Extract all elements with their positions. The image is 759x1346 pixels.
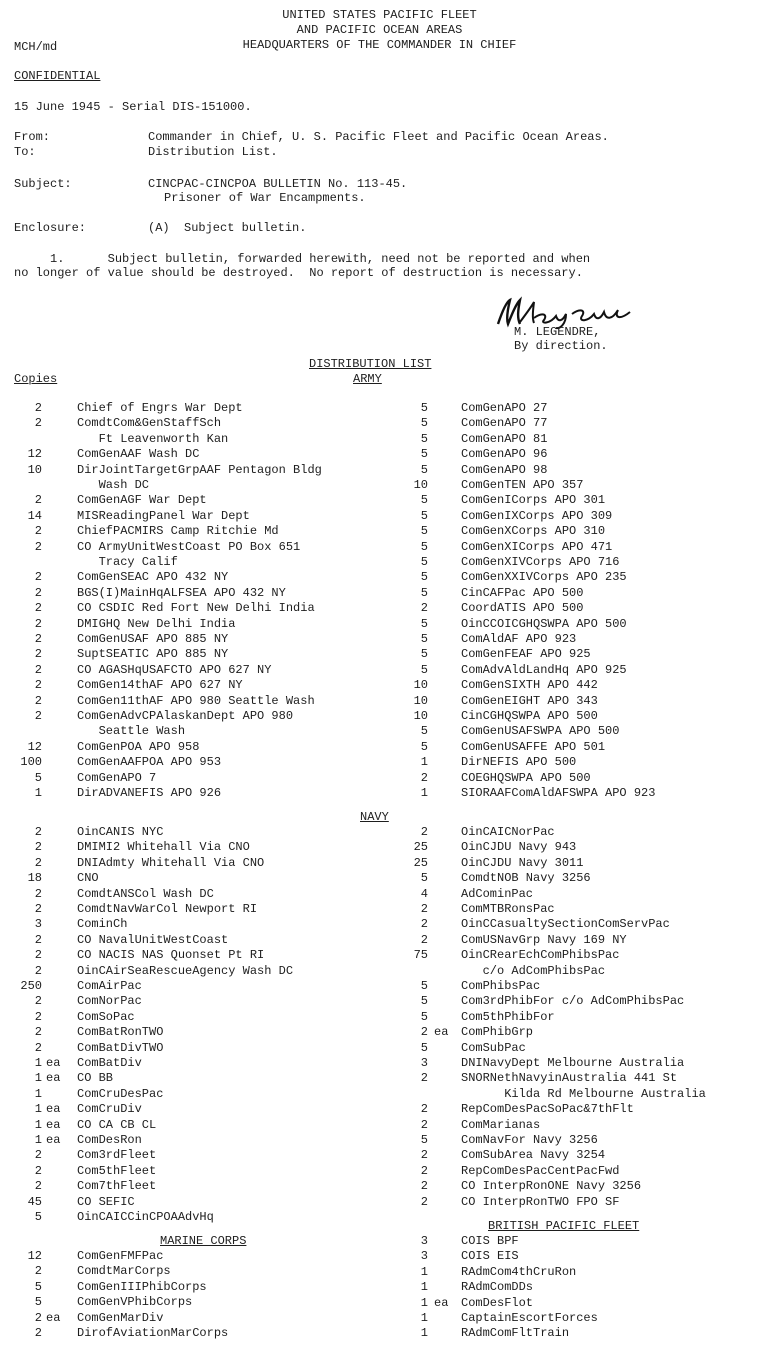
recipient-name: ComSubPac: [461, 1040, 526, 1055]
copy-count: 1: [34, 1102, 42, 1117]
recipient-name: CO BB: [77, 1071, 114, 1086]
copy-count: 10: [413, 678, 428, 693]
recipient-name: CNO: [77, 871, 99, 886]
recipient-name: OinCAirSeaRescueAgency Wash DC: [77, 963, 294, 978]
copy-count: 1: [34, 1117, 42, 1132]
copy-count: 2: [34, 570, 42, 585]
copy-count: 5: [420, 647, 428, 662]
recipient-name: Chief of Engrs War Dept: [77, 401, 243, 415]
copy-count: 2: [34, 493, 42, 508]
recipient-name: ComGenAPO 77: [461, 416, 548, 431]
recipient-name: ComBatDiv: [77, 1056, 142, 1070]
paragraph-line-1: 1. Subject bulletin, forwarded herewith, need not be reported and when: [14, 252, 591, 266]
recipient-name: ComAldAF APO 923: [461, 632, 577, 646]
recipient-name: ComGenAdvCPAlaskanDept APO 980: [77, 709, 294, 723]
recipient-name: CO NavalUnitWestCoast: [77, 932, 229, 947]
header-line-3: HEADQUARTERS OF THE COMMANDER IN CHIEF: [242, 38, 517, 52]
to-value: Distribution List.: [148, 145, 278, 159]
copy-count: 5: [420, 555, 428, 569]
copy-count: 2: [34, 963, 42, 978]
recipient-name: COIS EIS: [461, 1249, 519, 1264]
copy-count: 12: [27, 447, 42, 462]
copy-count: 2: [420, 1071, 428, 1086]
copy-count: 1: [420, 1280, 428, 1295]
recipient-name: DirADVANEFIS APO 926: [77, 786, 222, 800]
signer-name: M. LEGENDRE,: [514, 325, 601, 339]
copy-count: 2: [34, 1163, 42, 1178]
recipient-name: ComGenAPO 7: [77, 770, 157, 785]
recipient-name: OinCJDU Navy 3011: [461, 855, 584, 870]
recipient-name: SIORAAFComAldAFSWPA APO 923: [461, 786, 656, 800]
recipient-name: OinCCOICGHQSWPA APO 500: [461, 616, 627, 631]
recipient-name: ComdtCom&GenStaffSch: [77, 416, 222, 431]
recipient-name: ComGenIIIPhibCorps: [77, 1279, 207, 1294]
copy-count: 25: [413, 855, 428, 870]
recipient-name: OinCAICCinCPOAAdvHq: [77, 1210, 214, 1224]
each-marker: ea: [46, 1133, 61, 1147]
copy-count: 2: [34, 524, 42, 539]
copy-count: 5: [420, 462, 428, 477]
recipient-name: ComGenSIXTH APO 442: [461, 678, 598, 693]
copy-count: 2: [34, 1025, 42, 1040]
copy-count: 2: [34, 932, 42, 947]
section-marine-corps: MARINE CORPS: [160, 1234, 247, 1248]
section-navy: NAVY: [360, 810, 389, 824]
copy-count: 5: [420, 632, 428, 646]
copy-count: 2: [34, 994, 42, 1009]
recipient-name: ComGenXICorps APO 471: [461, 539, 613, 554]
recipient-name: CO NACIS NAS Quonset Pt RI: [77, 948, 265, 963]
recipient-name: Com3rdFleet: [77, 1148, 157, 1163]
recipient-name: CO SEFIC: [77, 1194, 135, 1209]
recipient-name: CominCh: [77, 917, 128, 932]
distribution-title: DISTRIBUTION LIST: [309, 357, 432, 371]
copy-count: 10: [413, 478, 428, 492]
copy-count: 2: [420, 1117, 428, 1132]
recipient-name: Com3rdPhibFor c/o AdComPhibsPac: [461, 994, 685, 1009]
copy-count: 1: [420, 1264, 428, 1279]
copy-count: 2: [34, 709, 42, 723]
copy-count: 14: [27, 508, 42, 523]
recipient-name: ComGenFMFPac: [77, 1249, 164, 1263]
recipient-name: ComDesFlot: [461, 1295, 534, 1310]
copy-count: 2: [34, 825, 42, 839]
copy-count: 3: [420, 1249, 428, 1264]
copy-count: 2: [420, 1179, 428, 1194]
copy-count: 2: [34, 1310, 42, 1325]
recipient-name: CaptainEscortForces: [461, 1311, 598, 1325]
recipient-name: RAdmComFltTrain: [461, 1326, 570, 1341]
recipient-name: ComSubArea Navy 3254: [461, 1148, 606, 1163]
copy-count: 5: [34, 1210, 42, 1224]
copy-count: 5: [420, 539, 428, 554]
recipient-name: CO AGASHqUSAFCTO APO 627 NY: [77, 662, 272, 677]
recipient-name: RAdmCom4thCruRon: [461, 1264, 577, 1279]
recipient-name: Com7thFleet: [77, 1179, 157, 1194]
date-serial: 15 June 1945 - Serial DIS-151000.: [14, 100, 252, 114]
recipient-name: ComGenAGF War Dept: [77, 493, 207, 508]
recipient-name: ComGenAPO 81: [461, 431, 548, 446]
copy-count: 5: [420, 1009, 428, 1024]
to-label: To:: [14, 145, 36, 159]
copy-count: 75: [413, 948, 428, 963]
recipient-name: ComGenAPO 27: [461, 401, 548, 415]
recipient-name: Tracy Calif: [77, 555, 178, 569]
copy-count: 5: [420, 416, 428, 431]
copy-count: 5: [420, 585, 428, 600]
copy-count: 10: [413, 709, 428, 723]
recipient-name: ComGenMarDiv: [77, 1310, 164, 1325]
copy-count: 2: [420, 902, 428, 916]
recipient-name: Wash DC: [77, 478, 150, 492]
each-marker: ea: [46, 1056, 61, 1070]
copy-count: 1: [34, 786, 42, 800]
copy-count: 2: [34, 840, 42, 855]
copy-count: 2: [34, 1148, 42, 1163]
copy-count: 10: [413, 693, 428, 708]
recipient-name: SNORNethNavyinAustralia 441 St: [461, 1071, 678, 1086]
copy-count: 10: [27, 462, 42, 477]
recipient-name: COIS BPF: [461, 1234, 519, 1248]
copy-count: 12: [27, 739, 42, 754]
recipient-name: ComUSNavGrp Navy 169 NY: [461, 932, 627, 947]
copy-count: 1: [34, 1086, 42, 1101]
copy-count: 3: [34, 917, 42, 932]
recipient-name: ComBatRonTWO: [77, 1025, 164, 1040]
copy-count: 5: [34, 1279, 42, 1294]
recipient-name: ComNavFor Navy 3256: [461, 1133, 598, 1147]
recipient-name: ComGenEIGHT APO 343: [461, 693, 598, 708]
copy-count: 2: [34, 539, 42, 554]
copy-count: 2: [420, 1194, 428, 1209]
recipient-name: ComSoPac: [77, 1009, 135, 1024]
copy-count: 1: [34, 1071, 42, 1086]
recipient-name: DirNEFIS APO 500: [461, 755, 577, 770]
recipient-name: ComdtANSCol Wash DC: [77, 886, 214, 901]
recipient-name: DMIGHQ New Delhi India: [77, 616, 236, 631]
recipient-name: ComGenAAF Wash DC: [77, 447, 200, 462]
subject-line-2: Prisoner of War Encampments.: [164, 191, 366, 205]
recipient-name: AdCominPac: [461, 886, 534, 901]
recipient-name: ComAirPac: [77, 979, 142, 993]
copy-count: 5: [34, 770, 42, 785]
recipient-name: ComGenXCorps APO 310: [461, 524, 606, 539]
recipient-name: CO CSDIC Red Fort New Delhi India: [77, 601, 315, 616]
recipient-name: ComGenAPO 98: [461, 462, 548, 477]
recipient-name: ComGenVPhibCorps: [77, 1295, 193, 1310]
recipient-name: ComdtNOB Navy 3256: [461, 871, 591, 886]
recipient-name: CO InterpRonONE Navy 3256: [461, 1179, 642, 1194]
recipient-name: c/o AdComPhibsPac: [461, 963, 606, 978]
copy-count: 2: [34, 416, 42, 431]
copy-count: 2: [34, 632, 42, 646]
recipient-name: DirofAviationMarCorps: [77, 1326, 229, 1340]
each-marker: ea: [46, 1102, 61, 1117]
copy-count: 12: [27, 1249, 42, 1263]
copy-count: 2: [34, 616, 42, 631]
recipient-name: COEGHQSWPA APO 500: [461, 770, 591, 785]
copy-count: 2: [420, 770, 428, 785]
recipient-name: ComCruDesPac: [77, 1086, 164, 1101]
copy-count: 2: [34, 1040, 42, 1055]
copy-count: 2: [420, 1102, 428, 1117]
recipient-name: ComGenXXIVCorps APO 235: [461, 570, 627, 585]
section-army: ARMY: [353, 372, 382, 386]
copy-count: 5: [420, 994, 428, 1009]
copy-count: 5: [420, 401, 428, 415]
recipient-name: CinCAFPac APO 500: [461, 585, 584, 600]
subject-label: Subject:: [14, 177, 72, 191]
header-line-2: AND PACIFIC OCEAN AREAS: [296, 23, 463, 37]
recipient-name: DNINavyDept Melbourne Australia: [461, 1056, 685, 1070]
copy-count: 18: [27, 871, 42, 886]
recipient-name: CinCGHQSWPA APO 500: [461, 709, 598, 723]
recipient-name: DMIMI2 Whitehall Via CNO: [77, 840, 250, 855]
copy-count: 2: [34, 693, 42, 708]
recipient-name: ComGenXIVCorps APO 716: [461, 555, 620, 569]
copy-count: 5: [420, 524, 428, 539]
copy-count: 5: [34, 1295, 42, 1310]
recipient-name: CoordATIS APO 500: [461, 601, 584, 616]
each-marker: ea: [46, 1071, 61, 1086]
each-marker: ea: [46, 1117, 61, 1132]
recipient-name: ComGenIXCorps APO 309: [461, 508, 613, 523]
recipient-name: ComGen11thAF APO 980 Seattle Wash: [77, 693, 315, 708]
recipient-name: Seattle Wash: [77, 724, 186, 739]
recipient-name: DNIAdmty Whitehall Via CNO: [77, 855, 265, 870]
copy-count: 2: [34, 662, 42, 677]
recipient-name: ComdtMarCorps: [77, 1264, 171, 1279]
copy-count: 1: [34, 1133, 42, 1147]
copy-count: 5: [420, 508, 428, 523]
subject-line-1: CINCPAC-CINCPOA BULLETIN No. 113-45.: [148, 177, 408, 191]
copy-count: 2: [34, 647, 42, 662]
recipient-name: ComBatDivTWO: [77, 1040, 164, 1055]
copy-count: 5: [420, 662, 428, 677]
recipient-name: OinCJDU Navy 943: [461, 840, 577, 855]
recipient-name: CO ArmyUnitWestCoast PO Box 651: [77, 539, 301, 554]
copy-count: 2: [34, 401, 42, 415]
copy-count: 1: [420, 1295, 428, 1310]
copy-count: 5: [420, 871, 428, 886]
recipient-name: ComGenPOA APO 958: [77, 739, 200, 754]
copy-count: 3: [420, 1234, 428, 1248]
signer-authority: By direction.: [514, 339, 608, 353]
recipient-name: CO InterpRonTWO FPO SF: [461, 1194, 620, 1209]
recipient-name: ComPhibGrp: [461, 1025, 534, 1040]
copy-count: 1: [420, 786, 428, 800]
recipient-name: RAdmComDDs: [461, 1280, 534, 1295]
copy-count: 5: [420, 979, 428, 993]
enclosure-value: (A) Subject bulletin.: [148, 221, 307, 235]
recipient-name: ComGen14thAF APO 627 NY: [77, 678, 243, 693]
recipient-name: DirJointTargetGrpAAF Pentagon Bldg: [77, 462, 322, 477]
recipient-name: ComMTBRonsPac: [461, 902, 555, 916]
copy-count: 5: [420, 1040, 428, 1055]
recipient-name: RepComDesPacCentPacFwd: [461, 1163, 620, 1178]
section-british-pacific-fleet: BRITISH PACIFIC FLEET: [488, 1219, 640, 1233]
copy-count: 250: [20, 979, 42, 993]
copy-count: 5: [420, 724, 428, 739]
copy-count: 45: [27, 1194, 42, 1209]
copy-count: 2: [34, 886, 42, 901]
copy-count: 4: [420, 886, 428, 901]
recipient-name: OinCRearEchComPhibsPac: [461, 948, 620, 963]
copy-count: 2: [34, 855, 42, 870]
copy-count: 1: [34, 1056, 42, 1070]
each-marker: ea: [434, 1295, 449, 1310]
from-label: From:: [14, 130, 51, 144]
recipient-name: ComGenFEAF APO 925: [461, 647, 591, 662]
copy-count: 2: [34, 1179, 42, 1194]
recipient-name: ComdtNavWarCol Newport RI: [77, 902, 258, 916]
copy-count: 2: [34, 1326, 42, 1340]
copy-count: 2: [420, 1025, 428, 1040]
recipient-name: SuptSEATIC APO 885 NY: [77, 647, 229, 662]
recipient-name: ComGenUSAFSWPA APO 500: [461, 724, 620, 739]
recipient-name: RepComDesPacSoPac&7thFlt: [461, 1102, 634, 1117]
from-value: Commander in Chief, U. S. Pacific Fleet and Pacific Ocean Areas.: [148, 130, 609, 144]
copy-count: 2: [420, 825, 428, 839]
each-marker: ea: [46, 1310, 61, 1325]
copy-count: 25: [413, 840, 428, 855]
copy-count: 2: [34, 678, 42, 693]
copy-count: 2: [34, 1264, 42, 1279]
recipient-name: ComGenUSAFFE APO 501: [461, 739, 606, 754]
copies-header: Copies: [14, 372, 58, 386]
copy-count: 5: [420, 739, 428, 754]
recipient-name: ComGenAPO 96: [461, 447, 548, 462]
recipient-name: OinCCasualtySectionComServPac: [461, 917, 670, 932]
typist-initials: MCH/md: [14, 40, 58, 54]
enclosure-label: Enclosure:: [14, 221, 87, 235]
copy-count: 5: [420, 570, 428, 585]
copy-count: 2: [420, 601, 428, 616]
recipient-name: Kilda Rd Melbourne Australia: [461, 1086, 706, 1101]
copy-count: 1: [420, 1311, 428, 1325]
copy-count: 1: [420, 755, 428, 770]
recipient-name: ComPhibsPac: [461, 979, 541, 993]
recipient-name: Ft Leavenworth Kan: [77, 431, 229, 446]
copy-count: 2: [34, 585, 42, 600]
recipient-name: OinCAICNorPac: [461, 825, 555, 839]
copy-count: 2: [420, 1163, 428, 1178]
recipient-name: ComGenAAFPOA APO 953: [77, 755, 222, 770]
paragraph-line-2: no longer of value should be destroyed. No report of destruction is necessary.: [14, 266, 583, 280]
copy-count: 2: [420, 917, 428, 932]
recipient-name: Com5thPhibFor: [461, 1009, 555, 1024]
copy-count: 100: [20, 755, 42, 770]
copy-count: 2: [34, 1009, 42, 1024]
recipient-name: MISReadingPanel War Dept: [77, 508, 250, 523]
copy-count: 5: [420, 616, 428, 631]
recipient-name: BGS(I)MainHqALFSEA APO 432 NY: [77, 585, 286, 600]
recipient-name: ComDesRon: [77, 1133, 142, 1147]
recipient-name: Com5thFleet: [77, 1163, 157, 1178]
copy-count: 1: [420, 1326, 428, 1341]
copy-count: 2: [34, 948, 42, 963]
copy-count: 2: [34, 601, 42, 616]
copy-count: 2: [420, 1148, 428, 1163]
recipient-name: ComMarianas: [461, 1117, 541, 1132]
copy-count: 3: [420, 1056, 428, 1070]
classification: CONFIDENTIAL: [14, 69, 101, 83]
recipient-name: ComCruDiv: [77, 1102, 142, 1117]
copy-count: 5: [420, 493, 428, 508]
recipient-name: ComAdvAldLandHq APO 925: [461, 662, 627, 677]
copy-count: 2: [34, 902, 42, 916]
recipient-name: ChiefPACMIRS Camp Ritchie Md: [77, 524, 279, 539]
recipient-name: ComGenTEN APO 357: [461, 478, 584, 492]
recipient-name: ComGenICorps APO 301: [461, 493, 606, 508]
recipient-name: ComGenUSAF APO 885 NY: [77, 632, 229, 646]
header-line-1: UNITED STATES PACIFIC FLEET: [282, 8, 477, 22]
copy-count: 2: [420, 932, 428, 947]
recipient-name: CO CA CB CL: [77, 1117, 157, 1132]
each-marker: ea: [434, 1025, 449, 1040]
copy-count: 5: [420, 431, 428, 446]
recipient-name: ComNorPac: [77, 994, 142, 1009]
copy-count: 5: [420, 447, 428, 462]
recipient-name: OinCANIS NYC: [77, 825, 164, 839]
copy-count: 5: [420, 1133, 428, 1147]
recipient-name: ComGenSEAC APO 432 NY: [77, 570, 229, 585]
